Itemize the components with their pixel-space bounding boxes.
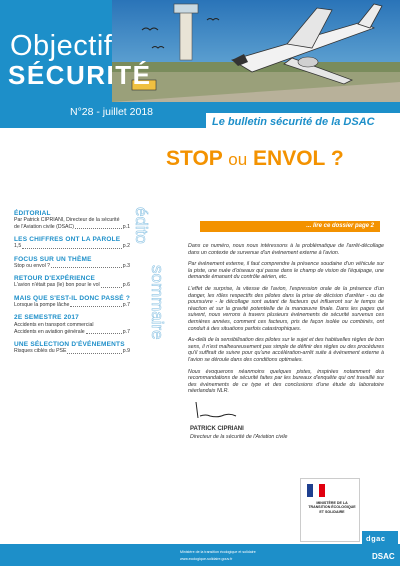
- toc-section-title: LES CHIFFRES ONT LA PAROLE: [14, 236, 121, 243]
- toc-entry-text: L'avion n'était pas (le) bon pour le vol: [14, 282, 100, 288]
- toc-section-rex: [14, 275, 130, 289]
- toc-entry[interactable]: [14, 243, 130, 250]
- title-ou: ou: [228, 150, 248, 169]
- toc-section-focus: [14, 256, 130, 270]
- toc-leader: [101, 287, 122, 288]
- toc-entry[interactable]: [14, 348, 130, 355]
- signature-role: Directeur de la sécurité de l'Aviation civile: [190, 434, 288, 440]
- tagline: Le bulletin sécurité de la DSAC: [212, 116, 375, 128]
- toc-leader: [22, 248, 122, 249]
- toc-leader: [70, 306, 121, 307]
- toc-section-desc: Accidents en transport commercial: [14, 322, 94, 328]
- toc-page: p.7: [122, 328, 130, 335]
- table-of-contents: [14, 210, 130, 361]
- toc-section-semestre: [14, 314, 130, 335]
- issue-number: N°28 - juillet 2018: [70, 106, 153, 118]
- toc-section-title: FOCUS SUR UN THÈME: [14, 255, 92, 263]
- footer-ministry-link[interactable]: Ministère de la transition écologique et solidaire: [180, 550, 256, 554]
- toc-page: p.9: [122, 348, 130, 354]
- editorial-paragraph: L'effet de surprise, la vitesse de l'avion, l'expression orale de la présence d'un danger, les rôles respectifs des pilotes dans la prise de décision d'arrêter - ou de poursuivre - le décollage sont autant de facteurs qui influeront sur le temps de réaction et sur la gravité potentielle de la manœuvre finale. Dans les pages qui suivent, nous verrons à travers plusieurs événements de sécurité survenus ces dernières années, comment ces facteurs, pris de façon isolée ou combinés, ont conduit à des situations parfois catastrophiques.: [188, 285, 384, 332]
- brand-title-line2: SÉCURITÉ: [8, 60, 152, 90]
- toc-leader: [75, 228, 122, 229]
- editorial-paragraph: Au-delà de la sensibilisation des pilotes sur le sujet et des habituelles règles de bon sens, il n'est malheureusement pas simple de définir des règles ou des procédures qu'il suffirait de suivre pour qu'une accélération-arrêt suite à événement externe à l'avion se déroule dans des conditions optimales.: [188, 337, 384, 363]
- toc-entry-text: Accidents en aviation générale: [14, 328, 85, 335]
- toc-section-title: 2E SEMESTRE 2017: [14, 314, 79, 321]
- editorial-paragraph: Par événement externe, il faut comprendre la présence soudaine d'un véhicule sur la piste, une nuée d'oiseaux qui passe dans le champ de vision de l'équipage, une demande émanant du contrôle aérien, etc.: [188, 261, 384, 281]
- toc-page: p.2: [122, 243, 130, 249]
- brand-title-line1: Objectif: [10, 30, 113, 62]
- toc-page: p.6: [122, 282, 130, 288]
- dsac-label: DSAC: [372, 552, 395, 561]
- editorial-paragraph: Dans ce numéro, nous nous intéressons à la problématique de l'arrêt-décollage dans un contexte de survenue d'un événement externe à l'avion.: [188, 243, 384, 256]
- toc-entry[interactable]: [14, 302, 130, 309]
- toc-entry[interactable]: [14, 263, 130, 270]
- read-dossier-banner[interactable]: [200, 221, 380, 232]
- vertical-word-sommaire: sommaire: [148, 265, 167, 340]
- toc-section-editorial: [14, 210, 130, 230]
- cover-header: [0, 0, 400, 128]
- toc-page: p.3: [122, 262, 130, 269]
- toc-section-selection: [14, 341, 130, 355]
- toc-section-passe: [14, 295, 130, 309]
- toc-page: p.1: [122, 223, 130, 230]
- toc-section-chiffres: [14, 236, 130, 250]
- ministry-name: MINISTÈRE DE LA TRANSITION ÉCOLOGIQUE ET SOLIDAIRE: [308, 501, 356, 514]
- footer-links: [180, 549, 380, 563]
- toc-section-title: MAIS QUE S'EST-IL DONC PASSÉ ?: [14, 294, 131, 302]
- french-flag-icon: [307, 484, 325, 497]
- cover-title: [166, 147, 344, 171]
- toc-section-desc: Par Patrick CIPRIANI, Directeur de la sécurité: [14, 217, 120, 223]
- toc-entry-text: 1,5: [14, 243, 22, 249]
- ministry-logo: [300, 478, 360, 542]
- toc-entry[interactable]: [14, 329, 130, 336]
- title-stop: STOP: [166, 147, 223, 170]
- editorial-text: [188, 243, 384, 400]
- toc-entry-text: Lorsque la pompe lâche: [14, 301, 70, 308]
- toc-entry-text: Risques ciblés du PSE: [14, 348, 67, 354]
- toc-leader: [86, 333, 122, 334]
- toc-entry[interactable]: [14, 224, 130, 231]
- toc-leader: [67, 353, 121, 354]
- toc-leader: [51, 267, 122, 268]
- vertical-heading: [128, 205, 167, 365]
- toc-section-title: UNE SÉLECTION D'ÉVÉNEMENTS: [14, 341, 125, 348]
- toc-entry[interactable]: [14, 282, 130, 289]
- editorial-paragraph: Nous évoquerons néanmoins quelques pistes, inspirées notamment des recommandations de sécurité faites par les bureaux d'enquête qui ont travaillé sur des événements de ce type et des conclusions d'une étude du laboratoire néerlandais NLR.: [188, 368, 384, 395]
- airport-illustration: [112, 0, 400, 102]
- read-dossier-link[interactable]: ... lire ce dossier page 2: [306, 222, 374, 229]
- signature-name: PATRICK CIPRIANI: [190, 426, 244, 432]
- vertical-word-edito: édito: [132, 207, 151, 244]
- footer-website-link[interactable]: www.ecologique-solidaire.gouv.fr: [180, 557, 233, 561]
- toc-page: p.7: [122, 301, 130, 308]
- handwritten-signature: [192, 398, 252, 420]
- toc-entry-text: de l'Aviation civile (DSAC): [14, 223, 74, 230]
- dgac-logo: dgac: [366, 534, 386, 543]
- toc-entry-text: Stop ou envol ?: [14, 262, 51, 269]
- toc-section-title: RETOUR D'EXPÉRIENCE: [14, 275, 96, 282]
- title-envol: ENVOL ?: [253, 147, 344, 170]
- toc-section-title: ÉDITORIAL: [14, 210, 51, 217]
